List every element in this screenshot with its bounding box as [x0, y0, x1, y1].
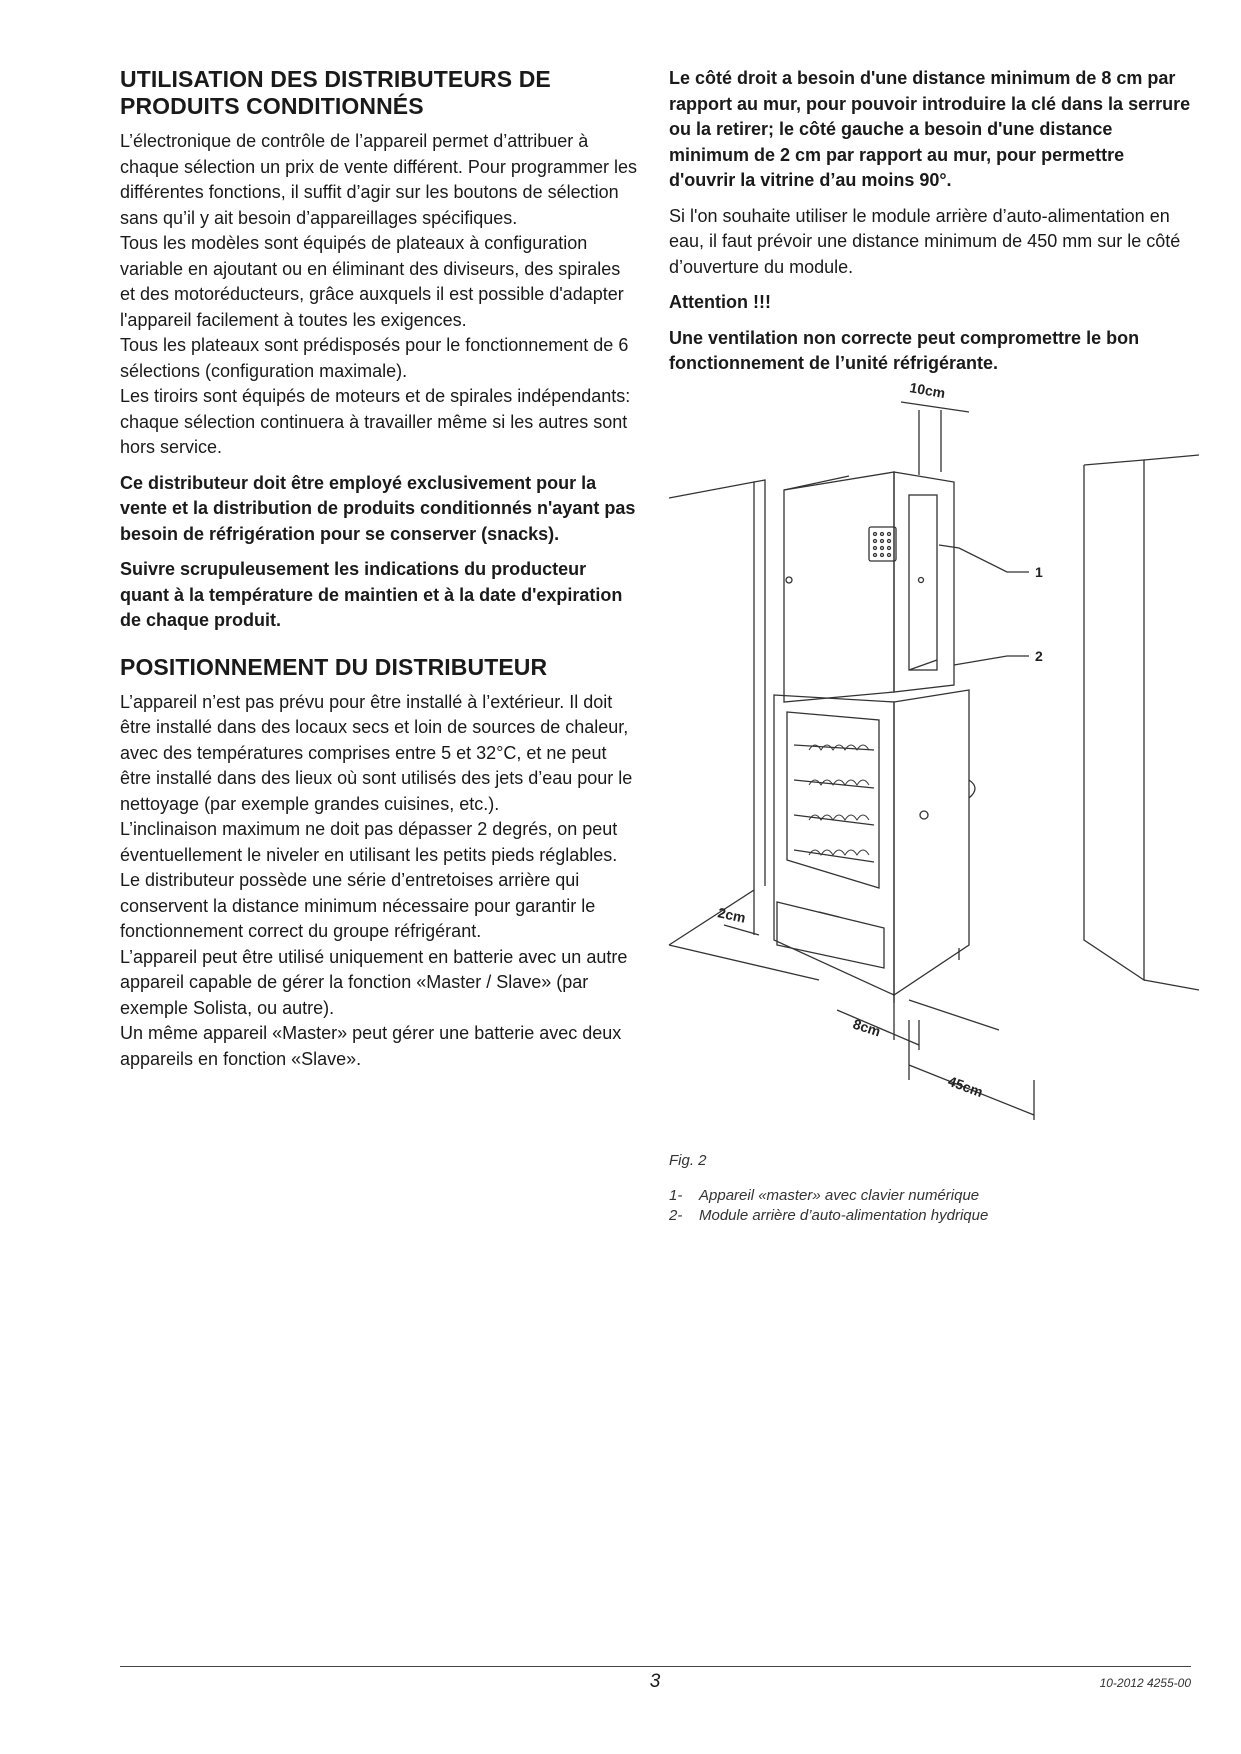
paragraph: Un même appareil «Master» peut gérer une batterie avec deux appareils en fonction «Slave».	[120, 1023, 622, 1069]
left-column	[120, 66, 640, 1082]
page-number: 3	[649, 1671, 661, 1692]
paragraph: Tous les modèles sont équipés de plateaux à configuration variable en ajoutant ou en éliminant des diviseurs, des spirales et des motoréducteurs, grâce auxquels il est possible d'adapter l'appareil facilement à toutes les exigences.	[120, 233, 624, 330]
bold-paragraph: Ce distributeur doit être employé exclusivement pour la vente et la distribution de produits conditionnés n'ayant pas besoin de réfrigération pour se conserver (snacks).	[120, 472, 636, 544]
legend-number: 2-	[669, 1207, 683, 1224]
paragraph: Tous les plateaux sont prédisposés pour le fonctionnement de 6 sélections (configuration maximale).	[120, 335, 629, 381]
footer-divider	[120, 1666, 1191, 1667]
paragraph: Les tiroirs sont équipés de moteurs et de spirales indépendants: chaque sélection continuera à travailler même si les autres sont hors service.	[120, 386, 631, 457]
paragraph: Si l'on souhaite utiliser le module arrière d’auto-alimentation en eau, il faut prévoir une distance minimum de 450 mm sur le côté d’ouverture du module.	[669, 205, 1181, 277]
callout-1: 1	[1035, 564, 1043, 580]
section-heading-usage: UTILISATION DES DISTRIBUTEURS DE PRODUITS CONDITIONNÉS	[120, 66, 551, 119]
paragraph: L’appareil peut être utilisé uniquement en batterie avec un autre appareil capable de gérer la fonction «Master / Slave» (par exemple Solista, ou autre).	[120, 946, 628, 1018]
dimension-8cm-label: 8cm	[851, 1015, 883, 1040]
bold-paragraph: Suivre scrupuleusement les indications du producteur quant à la température de maintien et à la date d'expiration de chaque produit.	[120, 559, 623, 630]
callout-2: 2	[1035, 648, 1043, 664]
installation-figure	[669, 379, 1199, 1160]
figure-legend	[669, 1186, 1169, 1226]
paragraph: L’inclinaison maximum ne doit pas dépasser 2 degrés, on peut éventuellement le niveler en utilisant les petits pieds réglables.	[120, 819, 618, 865]
legend-number: 1-	[669, 1187, 683, 1204]
right-column	[669, 66, 1191, 387]
legend-text: Appareil «master» avec clavier numérique	[699, 1187, 980, 1204]
figure-caption: Fig. 2	[669, 1152, 707, 1169]
paragraph: Le distributeur possède une série d’entretoises arrière qui conservent la distance minimum nécessaire pour garantir le fonctionnement correct du groupe réfrigérant.	[120, 870, 596, 941]
paragraph: L’appareil n’est pas prévu pour être installé à l’extérieur. Il doit être installé dans des locaux secs et loin de sources de chaleur, avec des températures comprises entre 5 et 32°C, et ne peut être installé dans des lieux où sont utilisés des jets d’eau pour le nettoyage (par exemple grandes cuisines, etc.).	[120, 691, 633, 814]
document-code: 10-2012 4255-00	[1099, 1676, 1191, 1690]
dimension-2cm-label: 2cm	[716, 904, 748, 926]
attention-label: Attention !!!	[669, 292, 771, 312]
legend-text: Module arrière d’auto-alimentation hydrique	[699, 1207, 989, 1224]
bold-paragraph: Une ventilation non correcte peut compromettre le bon fonctionnement de l’unité réfrigérante.	[669, 327, 1140, 373]
bold-paragraph: Le côté droit a besoin d'une distance minimum de 8 cm par rapport au mur, pour pouvoir introduire la clé dans la serrure ou la retirer; le côté gauche a besoin d'une distance minimum de 2 cm par rapport au mur, pour permettre d'ouvrir la vitrine d’au moins 90°.	[669, 68, 1191, 190]
legend-item	[669, 1206, 1169, 1226]
vending-machine-drawing	[669, 379, 1199, 1160]
legend-item	[669, 1186, 1169, 1206]
dimension-10cm-label: 10cm	[908, 379, 947, 402]
section-heading-positioning: POSITIONNEMENT DU DISTRIBUTEUR	[120, 653, 548, 680]
paragraph: L’électronique de contrôle de l’appareil permet d’attribuer à chaque sélection un prix de vente différent. Pour programmer les différentes fonctions, il suffit d’agir sur les boutons de sélection sans qu’il y ait besoin d’appareillages spécifiques.	[120, 131, 637, 228]
dimension-45cm-label: 45cm	[945, 1072, 986, 1101]
